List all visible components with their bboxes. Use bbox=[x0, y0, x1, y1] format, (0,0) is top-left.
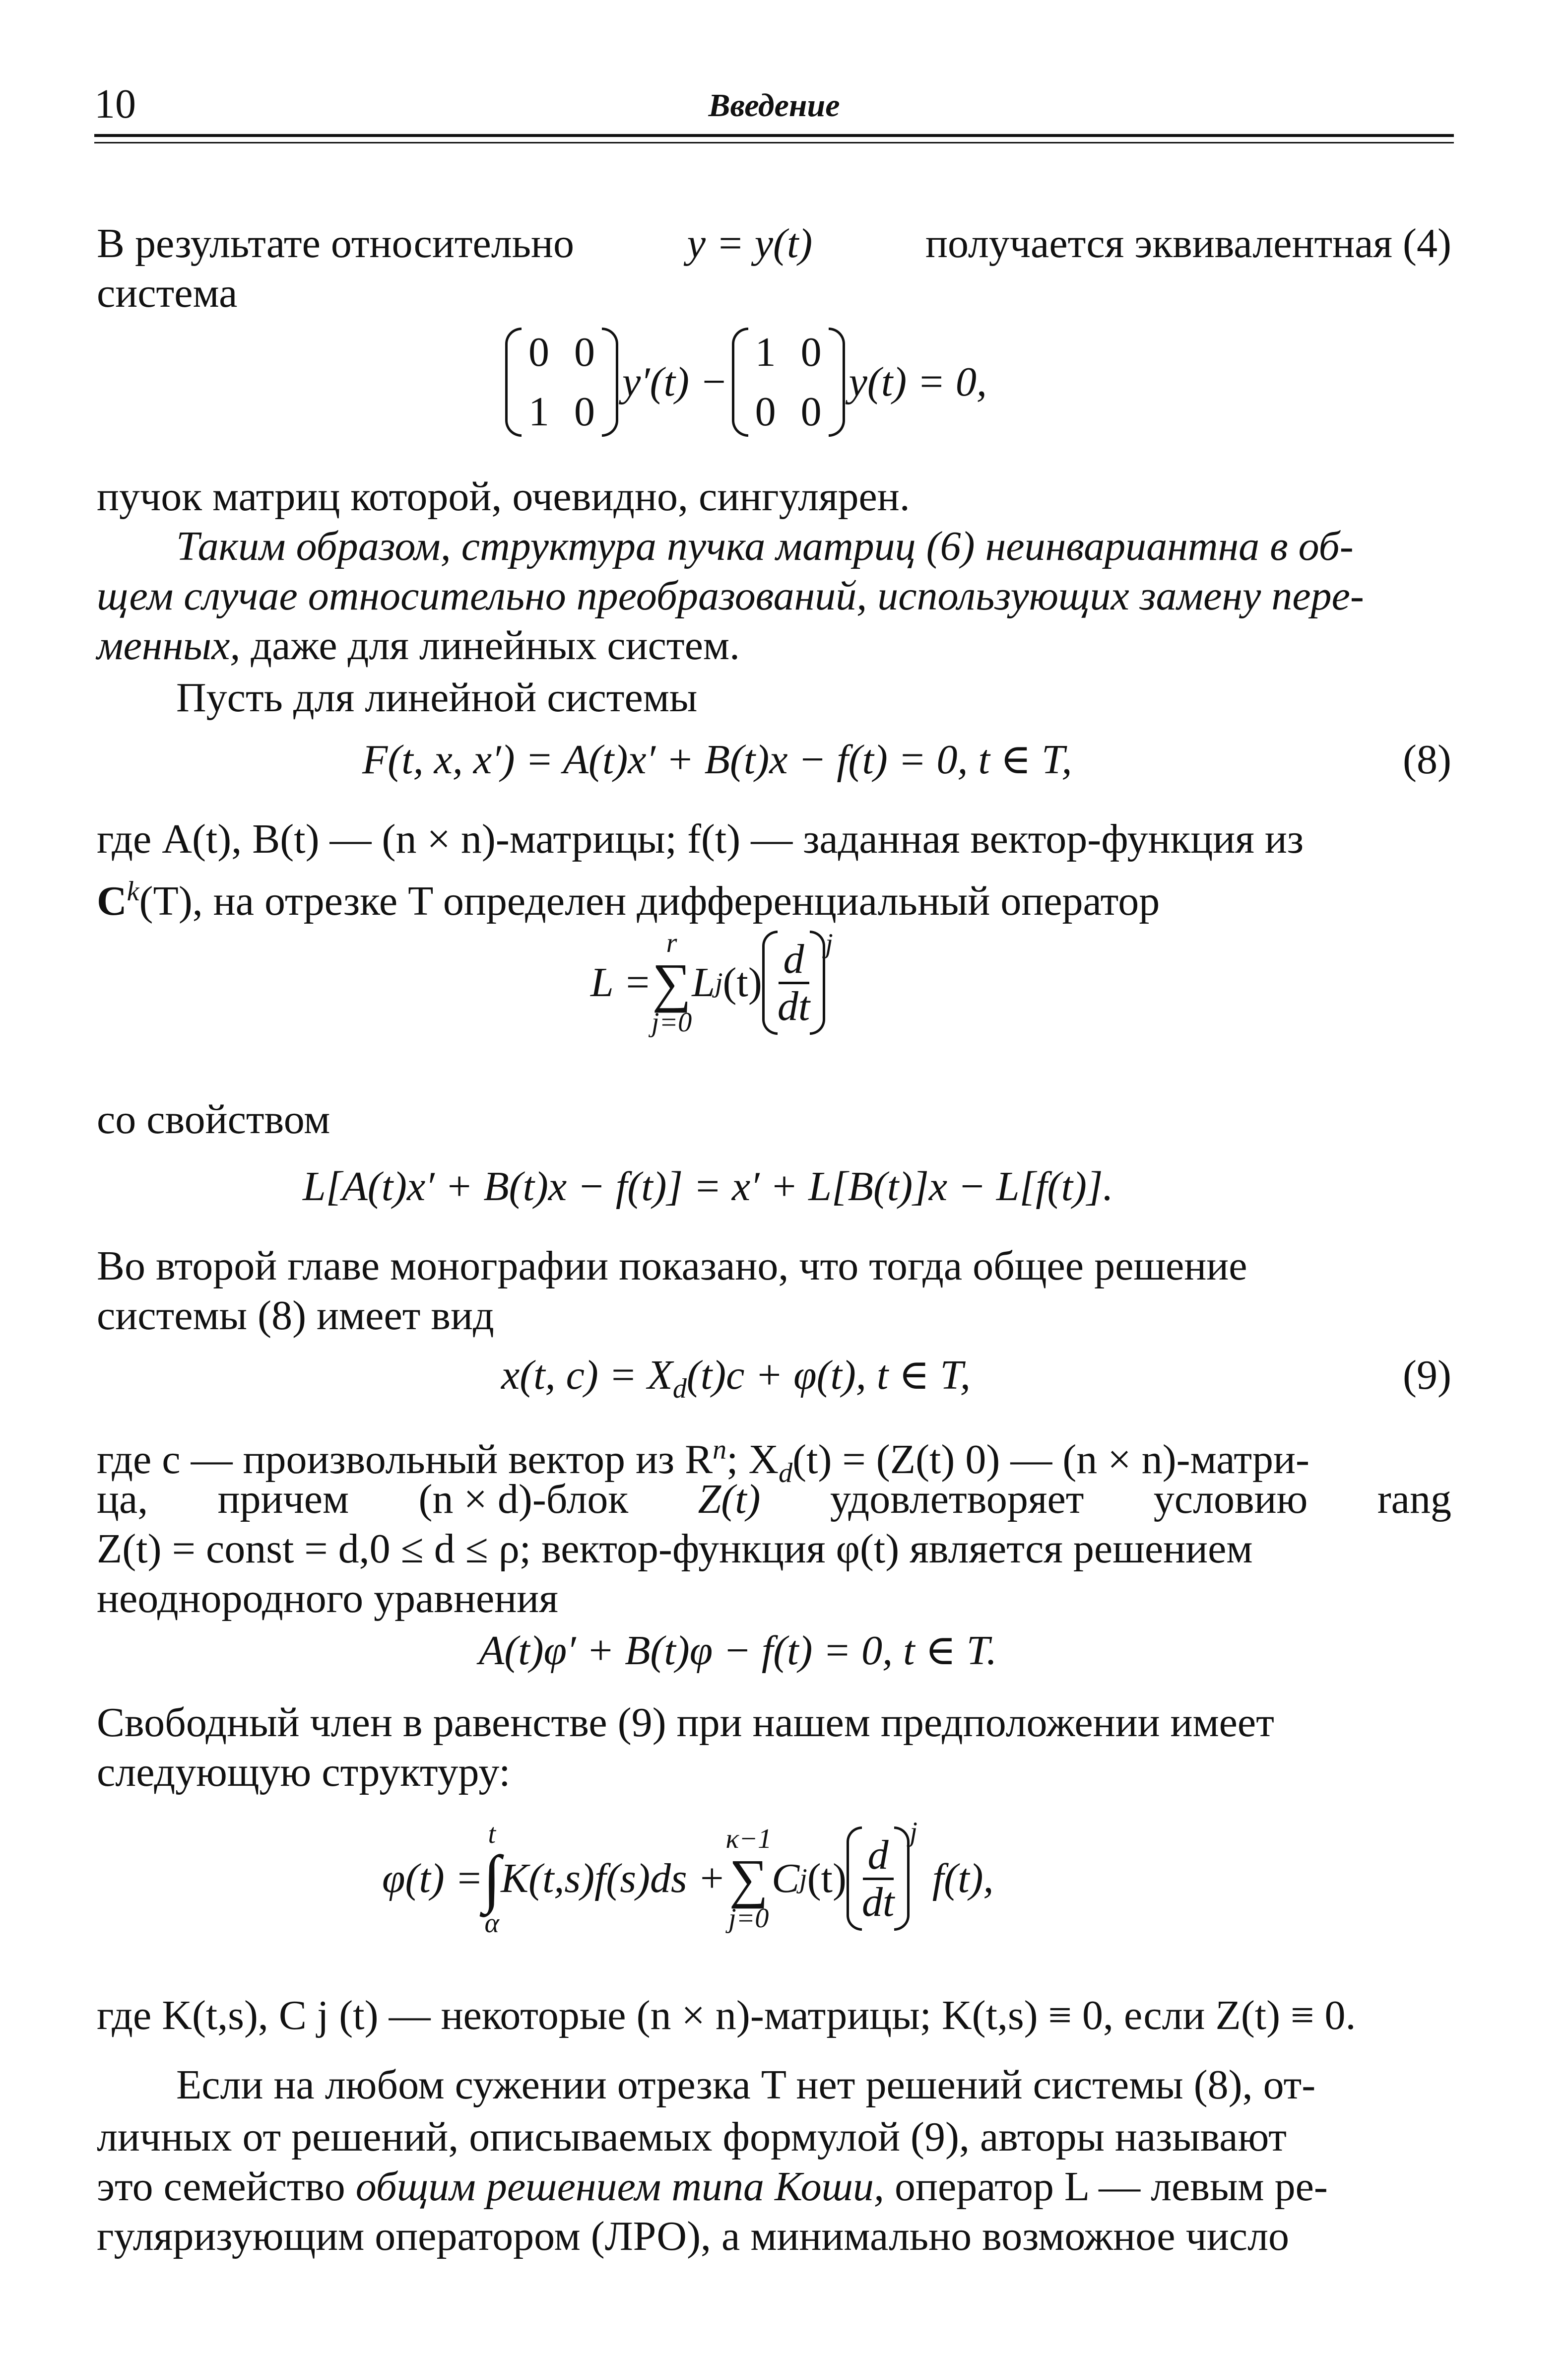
equation-term: φ(t) = bbox=[382, 1855, 483, 1901]
matrix-cell: 1 bbox=[528, 389, 549, 435]
paragraph-line: пучок матриц которой, очевидно, сингулярен. bbox=[97, 473, 910, 520]
paragraph-line: системы (8) имеет вид bbox=[97, 1292, 494, 1339]
text-span: причем bbox=[217, 1476, 349, 1522]
running-head: Введение bbox=[708, 87, 840, 124]
paragraph-line: со свойством bbox=[97, 1096, 330, 1143]
fraction-denominator: dt bbox=[861, 1879, 895, 1925]
paragraph-line: щем случае относительно преобразований, использующих замену пере- bbox=[97, 573, 1364, 619]
paren-left bbox=[847, 1826, 862, 1931]
text-span: (n × d)-блок bbox=[418, 1476, 629, 1522]
equation-8: F(t, x, x′) = A(t)x′ + B(t)x − f(t) = 0, t ∈ T, bbox=[362, 737, 1072, 783]
subscript: j bbox=[799, 1863, 807, 1894]
sum-lower-limit: j=0 bbox=[651, 1007, 692, 1038]
text-span: где c — произвольный вектор из R bbox=[97, 1436, 713, 1483]
sum-symbol: r ∑ j=0 bbox=[651, 928, 692, 1038]
matrix-cell: 0 bbox=[755, 389, 776, 435]
text-span: В результате относительно bbox=[97, 220, 574, 267]
equation-term: K(t,s)f(s)ds + bbox=[501, 1855, 726, 1901]
text-span: условию bbox=[1153, 1476, 1308, 1522]
paren-right bbox=[894, 1826, 910, 1931]
text-span: (t) = (Z(t) 0) — (n × n)-матри- bbox=[792, 1436, 1309, 1483]
superscript: j bbox=[910, 1817, 917, 1847]
matrix-cell: 0 bbox=[528, 329, 549, 375]
header-rule-thick bbox=[94, 134, 1454, 137]
operator-equation bbox=[590, 908, 833, 1057]
phi-equation bbox=[382, 1797, 994, 1960]
matrix-cell: 0 bbox=[574, 329, 595, 375]
fraction-numerator: d bbox=[863, 1833, 894, 1880]
text-span: C bbox=[97, 878, 127, 924]
equation-term: y(t) = 0, bbox=[849, 359, 987, 405]
text-span: даже для линейных систем. bbox=[251, 622, 740, 669]
paragraph-line bbox=[97, 2162, 1451, 2212]
superscript: k bbox=[127, 876, 139, 907]
paragraph-line bbox=[97, 218, 1451, 269]
paragraph-line bbox=[97, 1474, 1451, 1525]
text-span: ; X bbox=[726, 1436, 779, 1483]
superscript: n bbox=[713, 1434, 727, 1465]
paragraph-line: где K(t,s), C j (t) — некоторые (n × n)-матрицы; K(t,s) ≡ 0, если Z(t) ≡ 0. bbox=[97, 1992, 1356, 2038]
inhomogeneous-equation: A(t)φ′ + B(t)φ − f(t) = 0, t ∈ T. bbox=[479, 1627, 997, 1674]
matrix-cell: 1 bbox=[755, 329, 776, 375]
paragraph-line: следующую структуру: bbox=[97, 1749, 511, 1795]
matrix-cell: 0 bbox=[800, 389, 822, 435]
property-equation: L[A(t)x′ + B(t)x − f(t)] = x′ + L[B(t)]x − L[f(t)]. bbox=[303, 1163, 1113, 1210]
text-span: Z(t) bbox=[698, 1476, 761, 1522]
matrix-cell: 0 bbox=[800, 329, 822, 375]
paragraph-line: Пусть для линейной системы bbox=[176, 675, 698, 721]
paragraph-line: гуляризующим оператором (ЛРО), а минимально возможное число bbox=[97, 2213, 1289, 2259]
subscript: j bbox=[715, 967, 723, 998]
equation-term: L bbox=[692, 959, 715, 1006]
matrix-e bbox=[505, 327, 618, 437]
matrix-bracket-left bbox=[505, 328, 522, 437]
paragraph-line: Таким образом, структура пучка матриц (6) неинвариантна в об- bbox=[176, 523, 1354, 569]
paragraph-line: система bbox=[97, 270, 238, 316]
integral-lower-limit: α bbox=[484, 1908, 499, 1939]
subscript: d bbox=[779, 1457, 793, 1488]
equation-term: L = bbox=[590, 959, 652, 1006]
paragraph-line: личных от решений, описываемых формулой (9), авторы называют bbox=[97, 2114, 1287, 2160]
header-rule-thin bbox=[94, 142, 1454, 143]
paren-left bbox=[762, 931, 778, 1035]
paragraph-line: неоднородного уравнения bbox=[97, 1575, 558, 1622]
paragraph-line: Свободный член в равенстве (9) при нашем предположении имеет bbox=[97, 1699, 1274, 1746]
fraction bbox=[778, 937, 810, 1029]
equation-term: C bbox=[772, 1855, 800, 1901]
text-span: оператор L — левым ре- bbox=[894, 2163, 1328, 2210]
text-span: rang bbox=[1377, 1476, 1451, 1522]
text-span: удовлетворяет bbox=[830, 1476, 1084, 1522]
equation-term: f(t), bbox=[932, 1855, 994, 1901]
text-span: общим решением типа Коши, bbox=[355, 2163, 884, 2210]
equation-term: (t) bbox=[722, 959, 762, 1006]
subscript: d bbox=[672, 1373, 687, 1404]
equation-9 bbox=[501, 1350, 971, 1414]
sum-upper-limit: κ−1 bbox=[725, 1824, 772, 1854]
equation-number: (8) bbox=[1403, 737, 1451, 783]
matrix-bracket-right bbox=[602, 328, 618, 437]
superscript: j bbox=[825, 928, 833, 959]
paragraph-line bbox=[97, 620, 1451, 671]
page-number: 10 bbox=[94, 81, 136, 127]
fraction bbox=[862, 1833, 894, 1925]
sum-lower-limit: j=0 bbox=[728, 1903, 769, 1934]
paragraph-line: где A(t), B(t) — (n × n)-матрицы; f(t) — заданная вектор-функция из bbox=[97, 816, 1304, 862]
equation-term: (t)c + φ(t), t ∈ T, bbox=[686, 1352, 971, 1398]
integral-symbol: t ∫ α bbox=[483, 1819, 501, 1939]
equation-term: y′(t) − bbox=[622, 359, 728, 405]
text-span: получается эквивалентная (4) bbox=[925, 220, 1451, 267]
text-span: ца, bbox=[97, 1476, 148, 1522]
paragraph-line: Во второй главе монографии показано, что тогда общее решение bbox=[97, 1243, 1247, 1289]
matrix-a bbox=[732, 327, 845, 437]
matrix-bracket-left bbox=[732, 328, 748, 437]
equation-number: (9) bbox=[1403, 1352, 1451, 1398]
text-span: это семейство bbox=[97, 2163, 345, 2210]
matrix-cell: 0 bbox=[574, 389, 595, 435]
equation-term: x(t, c) = X bbox=[501, 1352, 673, 1398]
fraction-numerator: d bbox=[779, 937, 809, 984]
equation-term: (t) bbox=[807, 1855, 847, 1901]
paragraph-line: Z(t) = const = d,0 ≤ d ≤ ρ; вектор-функция φ(t) является решением bbox=[97, 1526, 1253, 1572]
matrix-equation bbox=[501, 318, 987, 447]
paragraph-line: Если на любом сужении отрезка T нет решений системы (8), от- bbox=[176, 2062, 1316, 2108]
sum-upper-limit: r bbox=[666, 928, 677, 958]
paren-right bbox=[810, 931, 825, 1035]
fraction-denominator: dt bbox=[777, 983, 810, 1029]
page-header bbox=[94, 79, 1454, 149]
text-span: менных, bbox=[97, 622, 241, 669]
integral-upper-limit: t bbox=[488, 1819, 496, 1849]
text-span: (T), на отрезке T определен дифференциальный оператор bbox=[139, 878, 1160, 924]
matrix-bracket-right bbox=[829, 328, 845, 437]
formula-inline: y = y(t) bbox=[687, 220, 813, 267]
sum-symbol: κ−1 ∑ j=0 bbox=[725, 1824, 772, 1934]
